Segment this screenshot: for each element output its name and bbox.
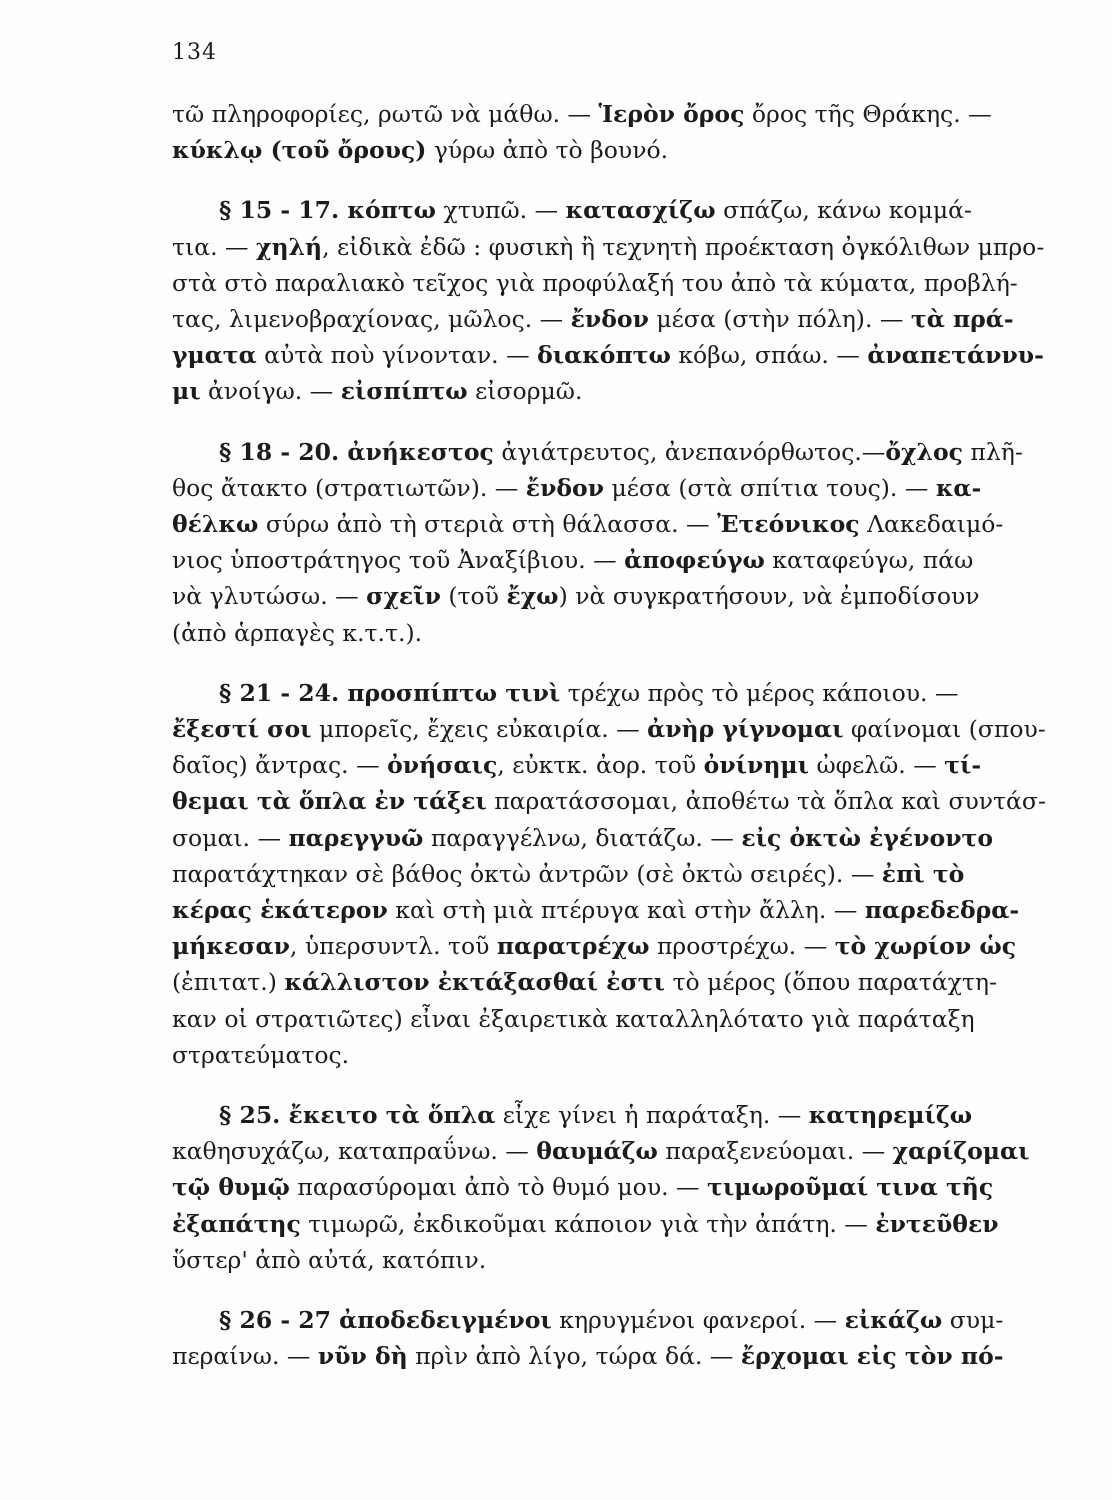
gloss-text: ὕστερ' ἀπὸ αὐτά, κατόπιν. [172, 1245, 487, 1274]
text-line [172, 1133, 1050, 1169]
gloss-text: σπάζω, κάνω κομμά- [715, 196, 972, 225]
gloss-text: καν οἱ στρατιῶτες) εἶναι ἐξαιρετικὰ καταλληλότατο γιὰ παράταξη [172, 1004, 975, 1033]
gloss-text: παραξενεύομαι. — [657, 1137, 893, 1166]
glossary-paragraph [172, 96, 1050, 168]
text-line [172, 711, 1050, 747]
text-line [172, 1169, 1050, 1205]
headword: θέλκω [172, 510, 259, 539]
gloss-text: νιος ὑποστράτηγος τοῦ Ἀναξίβιου. — [172, 546, 625, 575]
gloss-text: τας, λιμενοβραχίονας, μῶλος. — [172, 305, 571, 334]
text-line [172, 337, 1050, 373]
headword: ἀνὴρ γίγνομαι [647, 715, 844, 744]
text-line [172, 1097, 1050, 1133]
gloss-text: ἀγιάτρευτος, ἀνεπανόρθωτος.— [493, 437, 886, 466]
headword: κατασχίζω [565, 196, 716, 225]
text-line [172, 132, 1050, 168]
glossary-paragraph [172, 192, 1050, 409]
headword: ἀποφεύγω [624, 546, 765, 575]
text-line [172, 783, 1050, 819]
headword: τιμωροῦμαί τινα τῆς [707, 1173, 994, 1202]
gloss-text: (τοῦ [440, 582, 507, 611]
gloss-text: μέσα (στὴν πόλη). — [648, 305, 911, 334]
headword: ἔξεστί σοι [172, 715, 312, 744]
gloss-text: , εὐκτκ. ἀορ. τοῦ [497, 751, 704, 780]
headword: ἐξαπάτης [172, 1209, 301, 1238]
headword: ἔρχομαι εἰς τὸν πό- [740, 1342, 1004, 1371]
gloss-text: κηρυγμένοι φανεροί. — [551, 1306, 845, 1335]
headword: κα- [935, 473, 982, 502]
headword: διακόπτω [537, 341, 671, 370]
gloss-text: καταφεύγω, πάω [764, 546, 974, 575]
gloss-text: στρατεύματος. [172, 1040, 350, 1069]
gloss-text: γύρω ἀπὸ τὸ βουνό. [426, 136, 669, 165]
gloss-text: Λακεδαιμό- [859, 510, 1004, 539]
headword: ὀνίνημι [703, 751, 809, 780]
text-line [172, 265, 1050, 301]
headword: § 26 - 27 ἀποδεδειγμένοι [172, 1306, 552, 1335]
text-line [172, 301, 1050, 337]
headword: § 21 - 24. προσπίπτω τινὶ [172, 678, 561, 707]
headword: παρεδεδρα- [864, 896, 1020, 925]
glossary-paragraph [172, 1302, 1050, 1374]
gloss-text: περαίνω. — [172, 1342, 318, 1371]
gloss-text: στὰ στὸ παραλιακὸ τεῖχος γιὰ προφύλαξή του ἀπὸ τὰ κύματα, προβλή- [172, 268, 1018, 297]
headword: κάλλιστον ἐκτάξασθαί ἐστι [284, 968, 665, 997]
headword: σχεῖν [366, 582, 441, 611]
headword: τὰ πρά- [910, 305, 1014, 334]
gloss-text: ὠφελῶ. — [808, 751, 945, 780]
gloss-text: παρατάχτηκαν σὲ βάθος ὀκτὼ ἀντρῶν (σὲ ὀκτὼ σειρές). — [172, 859, 882, 888]
text-line [172, 578, 1050, 614]
headword: κέρας ἑκάτερον [172, 896, 388, 925]
headword: Ἐτεόνικος [717, 510, 860, 539]
gloss-text: συμ- [942, 1306, 1004, 1335]
gloss-text: παραγγέλνω, διατάζω. — [423, 823, 742, 852]
gloss-text: εἶχε γίνει ἡ παράταξη. — [495, 1101, 809, 1130]
headword: ἔνδον [525, 473, 605, 502]
gloss-text: προστρέχω. — [649, 932, 835, 961]
text-line [172, 675, 1050, 711]
headword: παρατρέχω [496, 932, 650, 961]
glossary-paragraph [172, 1097, 1050, 1278]
headword: εἰσπίπτω [340, 377, 468, 406]
text-line [172, 892, 1050, 928]
text-line [172, 434, 1050, 470]
text-line [172, 192, 1050, 228]
text-line [172, 373, 1050, 409]
text-line [172, 856, 1050, 892]
text-line [172, 542, 1050, 578]
gloss-text: σομαι. — [172, 823, 289, 852]
headword: γματα [172, 341, 257, 370]
text-line [172, 1001, 1050, 1037]
headword: τῷ θυμῷ [172, 1173, 290, 1202]
text-line [172, 1206, 1050, 1242]
headword: ἀναπετάννυ- [867, 341, 1044, 370]
gloss-text: τῶ πληροφορίες, ρωτῶ νὰ μάθω. — [172, 100, 599, 128]
gloss-text: παρασύρομαι ἀπὸ τὸ θυμό μου. — [289, 1173, 708, 1202]
gloss-text: τρέχω πρὸς τὸ μέρος κάποιου. — [560, 678, 959, 707]
headword: χηλή [256, 232, 323, 261]
headword: μι [172, 377, 201, 406]
headword: τί- [944, 751, 982, 780]
headword: § 18 - 20. ἀνήκεστος [172, 437, 494, 466]
headword: χαρίζομαι [892, 1137, 1030, 1166]
headword: εἰς ὀκτὼ ἐγένοντο [741, 823, 993, 852]
gloss-text: μέσα (στὰ σπίτια τους). — [604, 473, 936, 502]
text-line [172, 96, 1050, 132]
gloss-text: παρατάσσομαι, ἀποθέτω τὰ ὅπλα καὶ συντάσ- [486, 787, 1046, 816]
gloss-text: ἀνοίγω. — [200, 377, 341, 406]
text-line [172, 747, 1050, 783]
gloss-text: θος ἄτακτο (στρατιωτῶν). — [172, 473, 526, 502]
text-line [172, 229, 1050, 265]
text-line [172, 615, 1050, 651]
gloss-text: ὄρος τῆς Θράκης. — [744, 100, 992, 128]
page-body [172, 96, 1050, 1399]
gloss-text: φαίνομαι (σπου- [843, 715, 1046, 744]
text-line [172, 470, 1050, 506]
gloss-text: καὶ στὴ μιὰ πτέρυγα καὶ στὴν ἄλλη. — [387, 896, 865, 925]
gloss-text: (ἐπιτατ.) [172, 968, 285, 997]
gloss-text: σύρω ἀπὸ τὴ στεριὰ στὴ θάλασσα. — [258, 510, 717, 539]
gloss-text: αὐτὰ ποὺ γίνονταν. — [256, 341, 538, 370]
text-line [172, 1338, 1050, 1374]
headword: τὸ χωρίον ὡς [834, 932, 1017, 961]
gloss-text: πλῆ- [962, 437, 1023, 466]
headword: εἰκάζω [844, 1306, 943, 1335]
headword: § 25. ἔκειτο τὰ ὅπλα [172, 1101, 496, 1130]
gloss-text: καθησυχάζω, καταπραΰνω. — [172, 1137, 537, 1166]
headword: παρεγγυῶ [288, 823, 424, 852]
gloss-text: (ἀπὸ ἁρπαγὲς κ.τ.τ.). [172, 618, 423, 647]
headword: θαυμάζω [536, 1137, 658, 1166]
gloss-text: δαῖος) ἄντρας. — [172, 751, 388, 780]
gloss-text: νὰ γλυτώσω. — [172, 582, 367, 611]
headword: ἔχω [506, 582, 559, 611]
text-line [172, 820, 1050, 856]
headword: § 15 - 17. κόπτω [172, 196, 437, 225]
headword: ἐντεῦθεν [875, 1209, 999, 1238]
gloss-text: πρὶν ἀπὸ λίγο, τώρα δά. — [407, 1342, 741, 1371]
text-line [172, 1302, 1050, 1338]
text-line [172, 928, 1050, 964]
text-line [172, 1037, 1050, 1073]
headword: ἐπὶ τὸ [881, 859, 965, 888]
text-line [172, 506, 1050, 542]
glossary-paragraph [172, 434, 1050, 651]
headword: ἔνδον [570, 305, 649, 334]
text-line [172, 1242, 1050, 1278]
gloss-text: , εἰδικὰ ἐδῶ : φυσικὴ ἢ τεχνητὴ προέκταση ὀγκόλιθων μπρο- [322, 232, 1045, 261]
gloss-text: χτυπῶ. — [436, 196, 566, 225]
headword: ὄχλος [885, 437, 963, 466]
gloss-text: τιμωρῶ, ἐκδικοῦμαι κάποιον γιὰ τὴν ἀπάτη. — [300, 1209, 876, 1238]
gloss-text: εἰσορμῶ. [467, 377, 583, 406]
glossary-paragraph [172, 675, 1050, 1073]
gloss-text: τια. — [172, 232, 256, 261]
headword: νῦν δὴ [317, 1342, 408, 1371]
text-line [172, 964, 1050, 1000]
gloss-text: τὸ μέρος (ὅπου παρατάχτη- [664, 968, 997, 997]
gloss-text: κόβω, σπάω. — [670, 341, 868, 370]
page-number: 134 [172, 40, 217, 65]
gloss-text: μπορεῖς, ἔχεις εὐκαιρία. — [311, 715, 648, 744]
headword: κατηρεμίζω [808, 1101, 973, 1130]
headword: θεμαι τὰ ὅπλα ἐν τάξει [172, 787, 487, 816]
headword: μήκεσαν [172, 932, 290, 961]
headword: κύκλῳ (τοῦ ὄρους) [172, 136, 427, 165]
gloss-text: ) νὰ συγκρατήσουν, νὰ ἐμποδίσουν [558, 582, 980, 611]
headword: ὀνήσαις [387, 751, 498, 780]
gloss-text: , ὑπερσυντλ. τοῦ [289, 932, 497, 961]
headword: Ἱερὸν ὄρος [598, 100, 745, 128]
